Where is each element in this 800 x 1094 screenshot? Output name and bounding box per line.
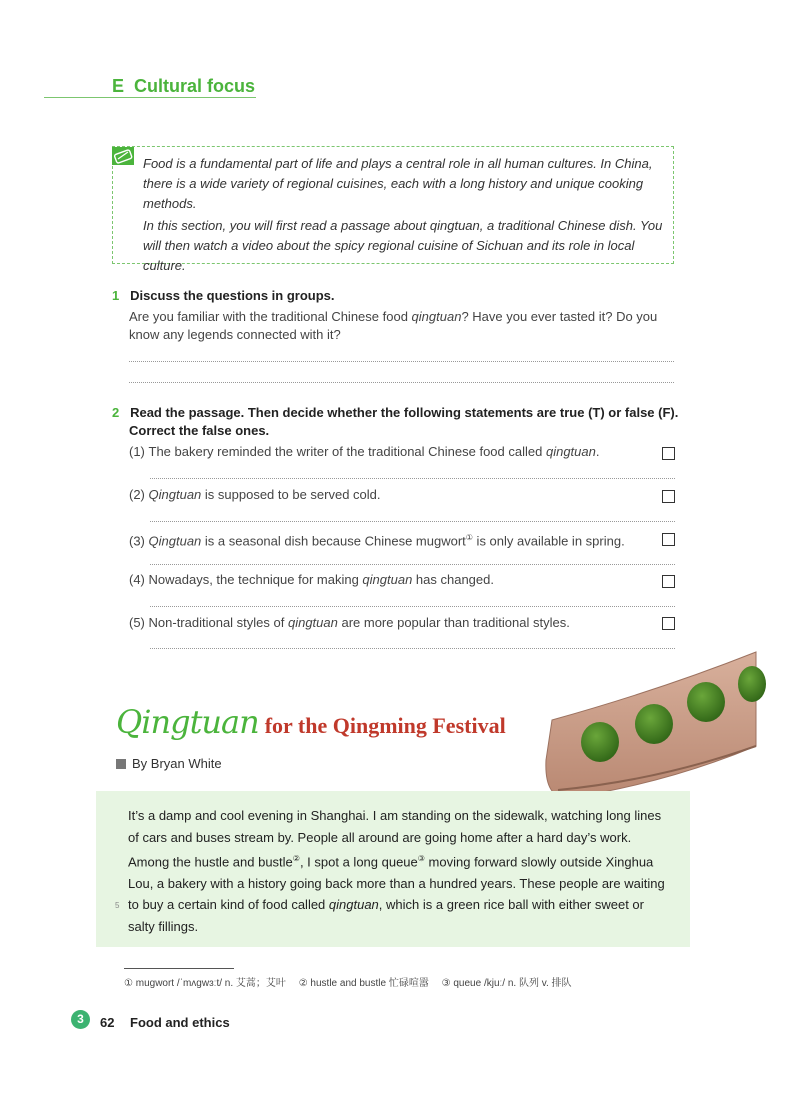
line-number: 5 [115,901,120,910]
statement-number: (1) [129,444,145,459]
task-2-number: 2 [112,405,120,420]
statement-5 [129,614,570,632]
checkbox-icon[interactable] [662,575,675,588]
section-title [112,76,255,97]
task-1-question-part-a: Are you familiar with the traditional Chinese food [129,309,412,324]
task-2-heading [112,404,678,422]
task-2-heading-line-1: Read the passage. Then decide whether the following statements are true (T) or false (F). [130,405,679,420]
pencil-note-icon [112,147,134,165]
passage-part-3: moving forward slowly outside Xinghua Lou, a bakery with a history going back more than a hundred years. These people are waiting to buy a certain kind of food called [128,854,665,913]
task-1-question [129,308,669,344]
statement-text: Non-traditional styles of [148,615,288,630]
statement-italic: Qingtuan [148,533,202,549]
statement-text: The bakery reminded the writer of the traditional Chinese food called [148,444,546,459]
checkbox-icon[interactable] [662,617,675,630]
footnote-3: ③ queue /kjuː/ n. 队列 v. 排队 [441,978,572,989]
task-1-heading: Discuss the questions in groups. [130,288,335,303]
correction-line-2[interactable] [150,521,675,522]
footnote-marker: ③ [417,854,425,863]
footnote-marker: ① [465,533,473,542]
statement-number: (5) [129,615,145,630]
qingtuan-board-illustration [540,650,800,800]
answer-line-1[interactable] [129,361,674,362]
section-rule [44,97,256,98]
statement-number: (4) [129,572,145,587]
statement-number: (3) [129,533,145,549]
passage-text [128,805,673,937]
article-title-rest: for the Qingming Festival [264,713,506,738]
square-bullet-icon [116,759,126,769]
intro-paragraph-1: Food is a fundamental part of life and plays a central role in all human cultures. In China, there is a wide variety of regional cuisines, each with a long history and unique cooking methods. [143,156,653,211]
checkbox-icon[interactable] [662,533,675,546]
statement-3 [129,529,625,550]
checkbox-icon[interactable] [662,490,675,503]
statement-italic: qingtuan [362,572,413,587]
page-number: 62 [100,1015,115,1030]
footnote-marker: ② [292,854,300,863]
statement-italic: qingtuan [287,615,338,630]
byline [116,756,222,771]
statement-4 [129,571,494,589]
passage-box [96,791,690,947]
passage-part-4: , which is a green rice ball with either sweet or salty fillings. [128,897,644,934]
statement-number: (2) [129,487,145,502]
unit-badge: 3 [71,1010,90,1029]
statement-italic: Qingtuan [148,487,202,502]
passage-part-1: It’s a damp and cool evening in Shanghai. I am standing on the sidewalk, watching long lines of cars and buses stream by. People all around are going home after a hard day’s work. Among the hustle and bustle [128,808,662,870]
passage-italic: qingtuan [328,897,379,913]
statement-text: Nowadays, the technique for making [148,572,363,587]
statement-italic: qingtuan [545,444,596,459]
footnote-1: ① mugwort /ˈmʌgwɜːt/ n. 艾蒿；艾叶 [124,978,286,989]
checkbox-icon[interactable] [662,447,675,460]
unit-title: Food and ethics [130,1015,230,1030]
section-title-text: Cultural focus [134,76,256,96]
task-2-heading-line-2: Correct the false ones. [129,423,270,438]
intro-box [112,146,674,273]
statement-text-end: are more popular than traditional styles. [337,615,570,630]
article-title [116,703,506,741]
footnote-rule [124,968,234,969]
task-1-question-italic: qingtuan [411,309,462,324]
statement-text: is supposed to be served cold. [201,487,381,502]
intro-paragraph-2: In this section, you will first read a passage about qingtuan, a traditional Chinese dish. You will then watch a video about the spicy regional cuisine of Sichuan and its role in local culture. [143,218,663,273]
task-1 [112,287,335,305]
statement-text-end: has changed. [412,572,494,587]
correction-line-1[interactable] [150,478,675,479]
statement-text-end: . [595,444,600,459]
correction-line-3[interactable] [150,564,675,565]
article-title-script: Qingtuan [116,703,259,741]
correction-line-5[interactable] [150,648,675,649]
statement-2 [129,486,381,504]
correction-line-4[interactable] [150,606,675,607]
statement-text: is a seasonal dish because Chinese mugwort [201,533,466,549]
task-1-question-part-b: ? Have you ever tasted it? Do you know any legends connected with it? [129,309,658,342]
statement-text-end: is only available in spring. [472,533,625,549]
footnotes [124,974,582,989]
task-1-number: 1 [112,288,120,303]
answer-line-2[interactable] [129,382,674,383]
byline-text: By Bryan White [132,756,222,771]
section-letter: E [112,76,125,96]
passage-part-2: , I spot a long queue [299,854,418,870]
footnote-2: ② hustle and bustle 忙碌喧嚣 [298,978,429,989]
statement-1 [129,443,599,461]
